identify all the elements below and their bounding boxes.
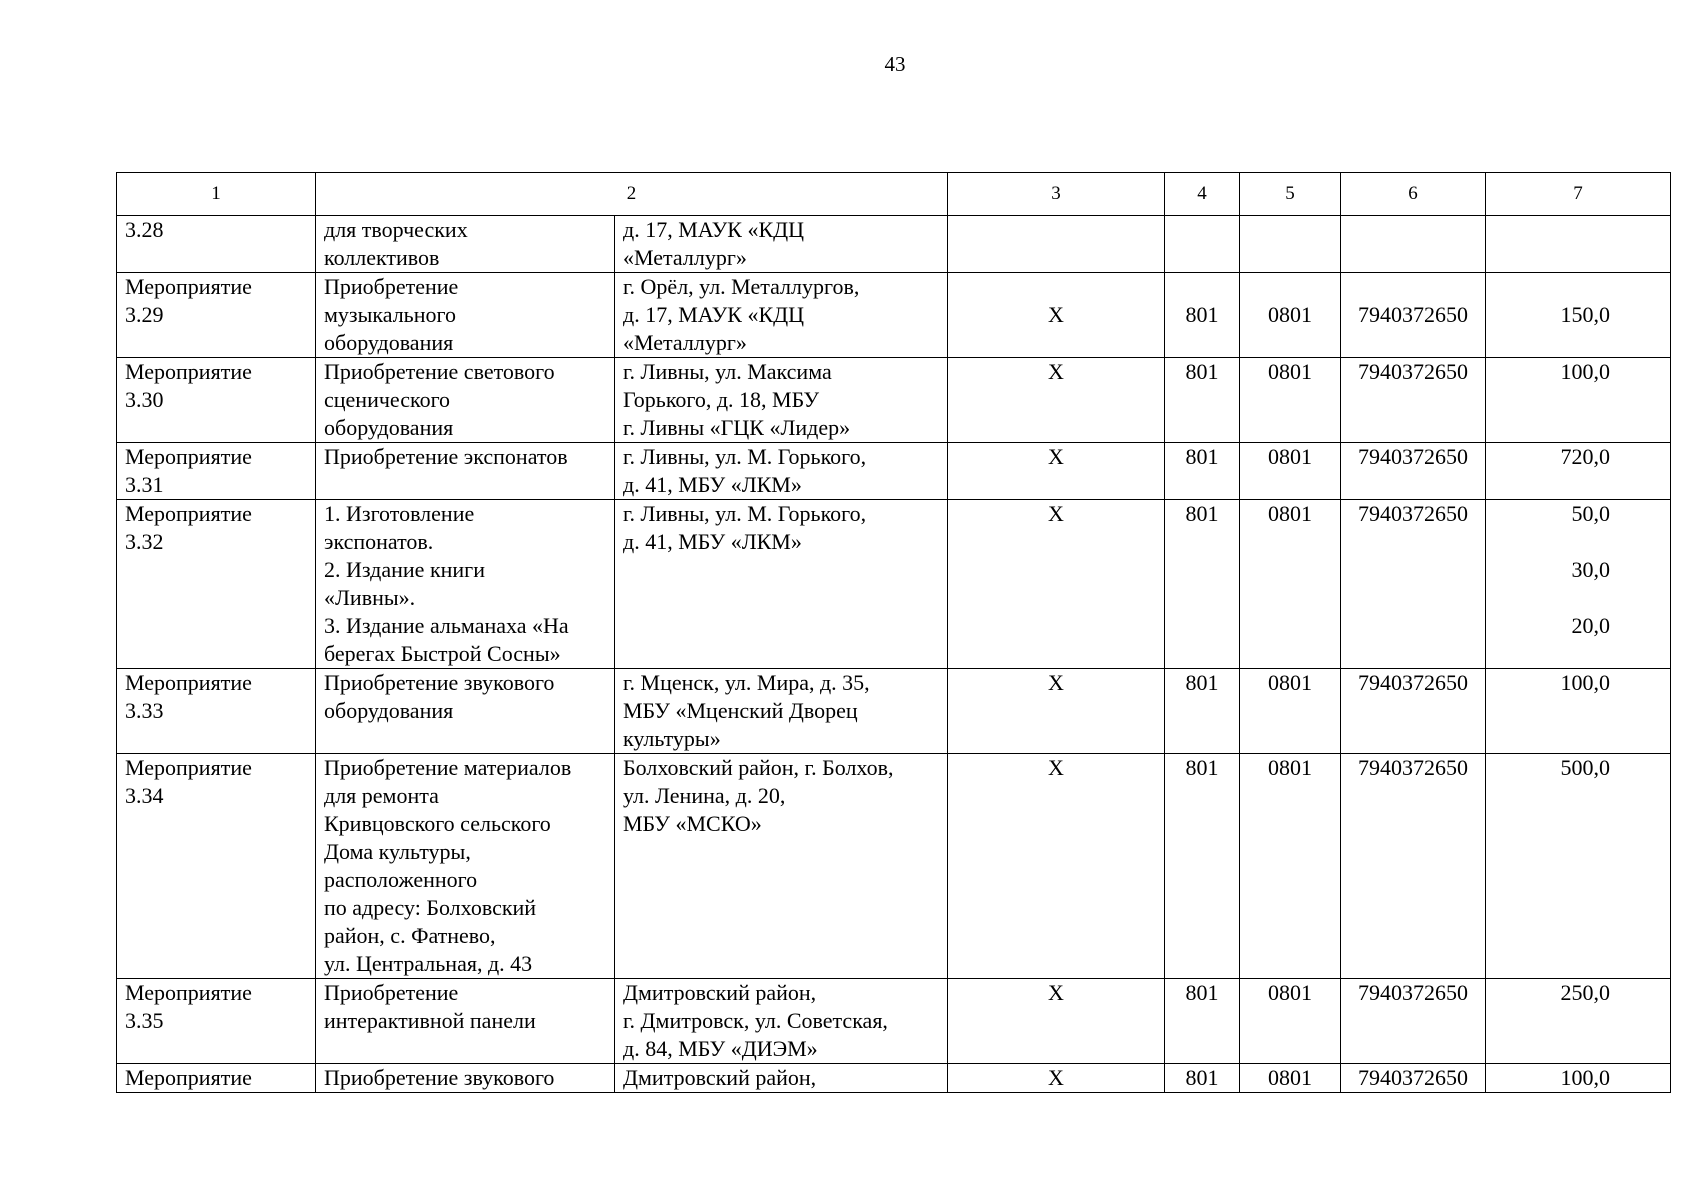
address-cell-line: д. 17, МАУК «КДЦ [623, 302, 805, 327]
page-number: 43 [884, 52, 906, 76]
address-cell-line: «Металлург» [623, 330, 747, 355]
table-row [117, 443, 1671, 500]
amount-value: 20,0 [1571, 613, 1610, 638]
budget-table [116, 172, 1671, 1093]
address-cell [615, 500, 948, 669]
description-cell-line: интерактивной панели [324, 1008, 536, 1033]
address-cell-line: д. 17, МАУК «КДЦ [623, 217, 805, 242]
col6-cell: 7940372650 [1341, 754, 1486, 979]
address-cell-line: Горького, д. 18, МБУ [623, 387, 820, 412]
col5-cell: 0801 [1240, 500, 1341, 669]
address-cell-line: ул. Ленина, д. 20, [623, 783, 786, 808]
amount-value: 50,0 [1571, 501, 1610, 526]
col4-cell: 801 [1165, 273, 1240, 358]
col5-cell: 0801 [1240, 754, 1341, 979]
description-cell-line: оборудования [324, 415, 454, 440]
description-cell-line: 1. Изготовление [324, 501, 475, 526]
event-id-cell [117, 754, 316, 979]
event-id-cell-line: Мероприятие [125, 1065, 252, 1090]
table-row [117, 500, 1671, 669]
address-cell [615, 1064, 948, 1093]
col6-cell: 7940372650 [1341, 500, 1486, 669]
amount-value: 30,0 [1571, 557, 1610, 582]
col6-cell: 7940372650 [1341, 1064, 1486, 1093]
description-cell-line: 3. Издание альманаха «На [324, 613, 569, 638]
address-cell-line: д. 41, МБУ «ЛКМ» [623, 529, 802, 554]
event-id-cell-line: 3.28 [125, 217, 164, 242]
col5-cell: 0801 [1240, 443, 1341, 500]
description-cell-line: «Ливны». [324, 585, 416, 610]
table-row [117, 273, 1671, 358]
description-cell-line: Дома культуры, [324, 839, 471, 864]
col3-cell: Х [948, 273, 1165, 358]
address-cell-line: г. Орёл, ул. Металлургов, [623, 274, 860, 299]
amount-cell [1486, 358, 1671, 443]
description-cell [316, 216, 615, 273]
header-cell-4: 4 [1165, 173, 1240, 216]
table-row [117, 754, 1671, 979]
amount-value: 100,0 [1560, 359, 1610, 384]
event-id-cell-line: Мероприятие [125, 670, 252, 695]
header-cell-1: 1 [117, 173, 316, 216]
description-cell-line: Кривцовского сельского [324, 811, 551, 836]
col5-cell: 0801 [1240, 358, 1341, 443]
address-cell-line: г. Ливны, ул. М. Горького, [623, 444, 867, 469]
address-cell-line: МБУ «МСКО» [623, 811, 762, 836]
header-cell-6: 6 [1341, 173, 1486, 216]
col6-cell: 7940372650 [1341, 979, 1486, 1064]
amount-cell [1486, 500, 1671, 669]
description-cell-line: Приобретение экспонатов [324, 444, 568, 469]
address-cell [615, 443, 948, 500]
description-cell-line: 2. Издание книги [324, 557, 485, 582]
amount-cell [1486, 273, 1671, 358]
event-id-cell-line: 3.35 [125, 1008, 164, 1033]
amount-value: 100,0 [1560, 1065, 1610, 1090]
col5-cell: 0801 [1240, 1064, 1341, 1093]
description-cell [316, 979, 615, 1064]
description-cell-line: Приобретение звукового [324, 670, 555, 695]
event-id-cell-line: 3.31 [125, 472, 164, 497]
event-id-cell-line: 3.33 [125, 698, 164, 723]
address-cell-line: г. Ливны, ул. М. Горького, [623, 501, 867, 526]
header-cell-5: 5 [1240, 173, 1341, 216]
address-cell-line: д. 84, МБУ «ДИЭМ» [623, 1036, 818, 1061]
address-cell-line: г. Ливны, ул. Максима [623, 359, 832, 384]
table-row [117, 216, 1671, 273]
col3-cell: Х [948, 443, 1165, 500]
amount-cell [1486, 669, 1671, 754]
col5-cell: 0801 [1240, 669, 1341, 754]
col3-cell: Х [948, 754, 1165, 979]
description-cell [316, 358, 615, 443]
description-cell-line: оборудования [324, 698, 454, 723]
address-cell-line: МБУ «Мценский Дворец [623, 698, 858, 723]
col6-cell: 7940372650 [1341, 358, 1486, 443]
event-id-cell-line: 3.32 [125, 529, 164, 554]
header-row [117, 173, 1671, 216]
description-cell-line: по адресу: Болховский [324, 895, 537, 920]
description-cell-line: коллективов [324, 245, 440, 270]
table-row [117, 358, 1671, 443]
address-cell-line: г. Ливны «ГЦК «Лидер» [623, 415, 851, 440]
header-cell-7: 7 [1486, 173, 1671, 216]
table-row [117, 669, 1671, 754]
header-cell-3: 3 [948, 173, 1165, 216]
address-cell-line: Болховский район, г. Болхов, [623, 755, 894, 780]
event-id-cell-line: Мероприятие [125, 274, 252, 299]
description-cell-line: для ремонта [324, 783, 439, 808]
amount-cell [1486, 443, 1671, 500]
amount-gap [1494, 528, 1610, 556]
col4-cell: 801 [1165, 1064, 1240, 1093]
address-cell-line: Дмитровский район, [623, 980, 817, 1005]
table-row [117, 1064, 1671, 1093]
event-id-cell-line: 3.34 [125, 783, 164, 808]
amount-value: 250,0 [1560, 980, 1610, 1005]
event-id-cell-line: Мероприятие [125, 501, 252, 526]
description-cell-line: район, с. Фатнево, [324, 923, 496, 948]
description-cell-line: ул. Центральная, д. 43 [324, 951, 533, 976]
address-cell-line: г. Мценск, ул. Мира, д. 35, [623, 670, 870, 695]
col3-cell: Х [948, 1064, 1165, 1093]
event-id-cell [117, 358, 316, 443]
event-id-cell [117, 273, 316, 358]
address-cell-line: г. Дмитровск, ул. Советская, [623, 1008, 888, 1033]
col6-cell [1341, 216, 1486, 273]
col4-cell: 801 [1165, 358, 1240, 443]
col3-cell: Х [948, 669, 1165, 754]
col5-cell: 0801 [1240, 979, 1341, 1064]
col3-cell: Х [948, 358, 1165, 443]
event-id-cell-line: Мероприятие [125, 755, 252, 780]
event-id-cell [117, 500, 316, 669]
description-cell [316, 443, 615, 500]
amount-value: 150,0 [1560, 302, 1610, 327]
event-id-cell-line: 3.29 [125, 302, 164, 327]
col6-cell: 7940372650 [1341, 669, 1486, 754]
event-id-cell [117, 669, 316, 754]
amount-cell [1486, 216, 1671, 273]
col6-cell: 7940372650 [1341, 443, 1486, 500]
col4-cell: 801 [1165, 754, 1240, 979]
table-row [117, 979, 1671, 1064]
col5-cell: 0801 [1240, 273, 1341, 358]
description-cell-line: Приобретение [324, 980, 459, 1005]
description-cell [316, 1064, 615, 1093]
address-cell [615, 754, 948, 979]
col4-cell: 801 [1165, 443, 1240, 500]
description-cell [316, 754, 615, 979]
amount-cell [1486, 979, 1671, 1064]
description-cell-line: берегах Быстрой Сосны» [324, 641, 561, 666]
description-cell-line: Приобретение светового [324, 359, 555, 384]
address-cell [615, 273, 948, 358]
description-cell-line: оборудования [324, 330, 454, 355]
event-id-cell [117, 1064, 316, 1093]
amount-value: 720,0 [1560, 444, 1610, 469]
description-cell [316, 273, 615, 358]
col3-cell: Х [948, 500, 1165, 669]
address-cell-line: культуры» [623, 726, 721, 751]
col4-cell: 801 [1165, 500, 1240, 669]
description-cell [316, 500, 615, 669]
table-body [117, 173, 1671, 1093]
amount-cell [1486, 754, 1671, 979]
description-cell-line: сценического [324, 387, 451, 412]
description-cell-line: для творческих [324, 217, 468, 242]
description-cell-line: музыкального [324, 302, 456, 327]
address-cell-line: д. 41, МБУ «ЛКМ» [623, 472, 802, 497]
col4-cell [1165, 216, 1240, 273]
address-cell [615, 669, 948, 754]
col4-cell: 801 [1165, 979, 1240, 1064]
description-cell-line: Приобретение звукового [324, 1065, 555, 1090]
event-id-cell-line: Мероприятие [125, 980, 252, 1005]
amount-gap [1494, 584, 1610, 612]
description-cell-line: Приобретение материалов [324, 755, 572, 780]
description-cell [316, 669, 615, 754]
amount-value: 100,0 [1560, 670, 1610, 695]
col5-cell [1240, 216, 1341, 273]
event-id-cell [117, 443, 316, 500]
description-cell-line: расположенного [324, 867, 478, 892]
event-id-cell [117, 216, 316, 273]
event-id-cell-line: 3.30 [125, 387, 164, 412]
amount-value: 500,0 [1560, 755, 1610, 780]
address-cell [615, 979, 948, 1064]
col3-cell: Х [948, 979, 1165, 1064]
event-id-cell-line: Мероприятие [125, 444, 252, 469]
address-cell-line: Дмитровский район, [623, 1065, 817, 1090]
header-cell-2: 2 [316, 173, 948, 216]
description-cell-line: Приобретение [324, 274, 459, 299]
col4-cell: 801 [1165, 669, 1240, 754]
address-cell [615, 358, 948, 443]
description-cell-line: экспонатов. [324, 529, 434, 554]
event-id-cell [117, 979, 316, 1064]
col6-cell: 7940372650 [1341, 273, 1486, 358]
event-id-cell-line: Мероприятие [125, 359, 252, 384]
address-cell [615, 216, 948, 273]
address-cell-line: «Металлург» [623, 245, 747, 270]
amount-cell [1486, 1064, 1671, 1093]
col3-cell [948, 216, 1165, 273]
